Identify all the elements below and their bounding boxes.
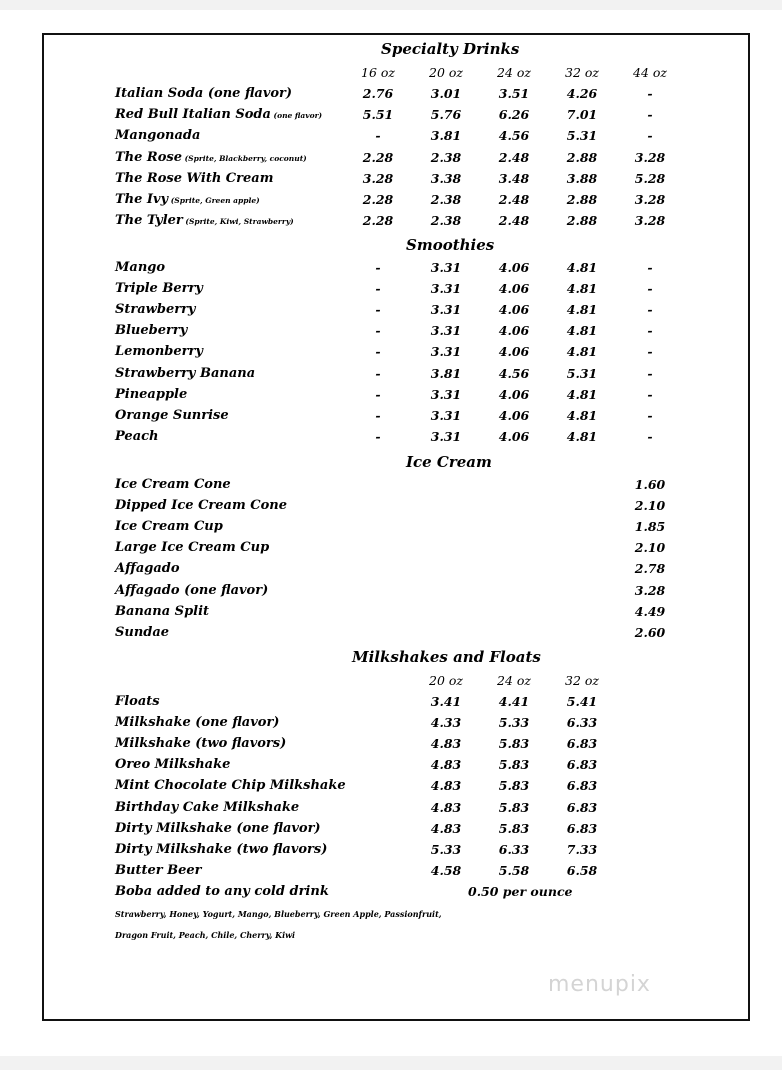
price-cell: - (375, 428, 381, 444)
item-name-text: Italian Soda (one flavor) (115, 86, 293, 101)
price-cell: 4.06 (498, 302, 530, 318)
item-name: Large Ice Cream Cup (115, 540, 270, 556)
price-cell: - (375, 323, 381, 339)
price-cell: 3.28 (634, 582, 666, 598)
item-name: Dirty Milkshake (two flavors) (115, 841, 328, 857)
price-cell: 4.33 (430, 715, 462, 731)
item-name: Strawberry Banana (115, 365, 256, 381)
item-name: Mango (115, 260, 166, 275)
item-name: Dirty Milkshake (one flavor) (115, 820, 321, 836)
price-cell: - (647, 260, 653, 275)
price-cell: - (647, 128, 653, 144)
item-name (115, 86, 292, 101)
price-cell: 5.83 (498, 820, 530, 836)
item-note: (Sprite, Kiwi, Strawberry) (182, 217, 294, 227)
boba-price: 0.50 per ounce (468, 884, 573, 899)
price-cell: 3.38 (430, 170, 462, 186)
section-title-smoothies: Smoothies (406, 236, 495, 254)
item-name: Affagado (115, 561, 180, 577)
price-cell: 4.06 (498, 260, 530, 275)
price-cell: 2.38 (430, 149, 462, 165)
price-cell: 2.76 (362, 86, 394, 101)
item-name (115, 171, 273, 186)
price-cell: 6.83 (566, 757, 598, 773)
price-cell: 3.88 (566, 170, 598, 186)
price-cell: 3.28 (634, 213, 666, 229)
price-cell: 3.28 (634, 149, 666, 165)
item-name (115, 213, 294, 228)
flavor-list: Dragon Fruit, Peach, Chile, Cherry, Kiwi (115, 930, 296, 940)
item-name-text: The Tyler (115, 213, 183, 229)
price-cell: 4.41 (498, 694, 530, 709)
item-name-text: The Rose With Cream (115, 170, 274, 186)
section-title-specialty: Specialty Drinks (381, 40, 520, 58)
price-cell: 2.88 (566, 213, 598, 229)
item-name: Triple Berry (115, 281, 203, 297)
price-cell: 4.06 (498, 323, 530, 339)
price-cell: 5.76 (430, 107, 462, 123)
price-cell: - (375, 260, 381, 275)
price-cell: 4.81 (566, 407, 598, 423)
price-cell: 2.28 (362, 192, 394, 207)
item-name: Milkshake (two flavors) (115, 736, 287, 752)
price-cell: 4.81 (566, 260, 598, 275)
price-cell: 2.10 (634, 540, 666, 556)
price-cell: 1.85 (634, 519, 666, 535)
price-cell: 3.31 (430, 302, 462, 318)
item-name: Affagado (one flavor) (115, 582, 269, 598)
price-cell: 3.81 (430, 365, 462, 381)
price-cell: 2.60 (634, 624, 666, 640)
item-name: Ice Cream Cone (115, 477, 231, 492)
price-cell: 3.01 (430, 86, 462, 101)
price-cell: - (647, 86, 653, 101)
price-cell: - (375, 344, 381, 360)
item-name-text: The Ivy (115, 192, 169, 207)
price-cell: 4.83 (430, 820, 462, 836)
price-cell: 2.78 (634, 561, 666, 577)
price-cell: 2.38 (430, 192, 462, 207)
price-cell: - (647, 365, 653, 381)
price-cell: 2.48 (498, 213, 530, 229)
item-name: Butter Beer (115, 862, 202, 878)
item-name (115, 192, 260, 207)
price-cell: 6.33 (498, 841, 530, 857)
price-cell: 4.06 (498, 386, 530, 402)
price-cell: 6.58 (566, 862, 598, 878)
price-cell: 4.81 (566, 281, 598, 297)
price-cell: 5.28 (634, 170, 666, 186)
price-cell: 6.26 (498, 107, 530, 123)
price-cell: 2.38 (430, 213, 462, 229)
price-cell: - (375, 407, 381, 423)
price-cell: 4.06 (498, 407, 530, 423)
item-name: Oreo Milkshake (115, 757, 231, 773)
column-header: 24 oz (497, 673, 531, 688)
price-cell: - (375, 281, 381, 297)
column-header: 32 oz (565, 673, 599, 688)
price-cell: 1.60 (634, 477, 666, 492)
price-cell: 2.88 (566, 192, 598, 207)
item-name (115, 150, 307, 165)
price-cell: 2.48 (498, 192, 530, 207)
price-cell: 4.49 (634, 603, 666, 619)
item-note: (Sprite, Green apple) (168, 196, 260, 205)
price-cell: - (375, 386, 381, 402)
price-cell: 7.33 (566, 841, 598, 857)
price-cell: 6.83 (566, 799, 598, 815)
item-name (115, 128, 200, 143)
price-cell: 5.33 (430, 841, 462, 857)
price-cell: 2.88 (566, 149, 598, 165)
item-name: Lemonberry (115, 344, 203, 360)
item-note: (one flavor) (270, 111, 323, 121)
item-name: Ice Cream Cup (115, 519, 223, 535)
item-name-text: Red Bull Italian Soda (115, 107, 271, 123)
price-cell: 3.81 (430, 128, 462, 144)
item-note: (Sprite, Blackberry, coconut) (182, 153, 307, 163)
price-cell: 2.28 (362, 213, 394, 229)
item-name: Blueberry (115, 323, 188, 339)
item-name-text: Mangonada (115, 128, 201, 144)
price-cell: 3.31 (430, 386, 462, 402)
price-cell: 2.48 (498, 149, 530, 165)
price-cell: 3.28 (362, 170, 394, 186)
price-cell: - (647, 407, 653, 423)
price-cell: 6.83 (566, 736, 598, 752)
price-cell: 3.28 (634, 192, 666, 207)
flavor-list: Strawberry, Honey, Yogurt, Mango, Blueberry, Green Apple, Passionfruit, (115, 909, 442, 919)
price-cell: 5.41 (566, 694, 598, 709)
price-cell: 6.83 (566, 820, 598, 836)
price-cell: 3.31 (430, 407, 462, 423)
item-name: Mint Chocolate Chip Milkshake (115, 778, 346, 794)
item-name: Pineapple (115, 386, 188, 402)
watermark: menupix (548, 972, 651, 997)
price-cell: 4.81 (566, 428, 598, 444)
section-title-milkshakes: Milkshakes and Floats (352, 648, 541, 666)
price-cell: 3.31 (430, 344, 462, 360)
item-name: Strawberry (115, 302, 196, 318)
price-cell: 5.83 (498, 736, 530, 752)
price-cell: 4.83 (430, 778, 462, 794)
price-cell: 4.56 (498, 128, 530, 144)
item-name: Banana Split (115, 603, 210, 619)
item-name: Sundae (115, 624, 170, 640)
price-cell: 4.81 (566, 386, 598, 402)
price-cell: - (375, 302, 381, 318)
item-name: Orange Sunrise (115, 407, 229, 423)
column-header: 44 oz (633, 65, 667, 80)
price-cell: 6.33 (566, 715, 598, 731)
price-cell: 4.81 (566, 323, 598, 339)
price-cell: 4.83 (430, 757, 462, 773)
column-header: 16 oz (361, 65, 395, 80)
item-name-text: The Rose (115, 149, 182, 165)
price-cell: 4.06 (498, 344, 530, 360)
price-cell: 4.06 (498, 281, 530, 297)
price-cell: 3.31 (430, 323, 462, 339)
price-cell: 5.31 (566, 365, 598, 381)
column-header: 24 oz (497, 65, 531, 80)
price-cell: 5.31 (566, 128, 598, 144)
price-cell: - (647, 302, 653, 318)
item-name: Dipped Ice Cream Cone (115, 498, 287, 514)
price-cell: - (647, 281, 653, 297)
item-name: Birthday Cake Milkshake (115, 799, 300, 815)
price-cell: 3.41 (430, 694, 462, 709)
price-cell: 3.31 (430, 281, 462, 297)
price-cell: 5.83 (498, 799, 530, 815)
price-cell: 7.01 (566, 107, 598, 123)
section-title-icecream: Ice Cream (406, 453, 492, 471)
price-cell: 4.83 (430, 799, 462, 815)
price-cell: - (647, 107, 653, 123)
price-cell: 6.83 (566, 778, 598, 794)
column-header: 32 oz (565, 65, 599, 80)
price-cell: 5.83 (498, 778, 530, 794)
price-cell: 5.33 (498, 715, 530, 731)
price-cell: 4.83 (430, 736, 462, 752)
price-cell: - (647, 344, 653, 360)
price-cell: - (647, 428, 653, 444)
column-header: 20 oz (429, 673, 463, 688)
price-cell: 2.28 (362, 149, 394, 165)
price-cell: 4.56 (498, 365, 530, 381)
price-cell: 4.06 (498, 428, 530, 444)
price-cell: 2.10 (634, 498, 666, 514)
price-cell: 4.58 (430, 862, 462, 878)
price-cell: 4.81 (566, 344, 598, 360)
price-cell: - (647, 386, 653, 402)
price-cell: 5.58 (498, 862, 530, 878)
price-cell: 5.51 (362, 107, 394, 123)
item-name: Peach (115, 428, 159, 444)
price-cell: 5.83 (498, 757, 530, 773)
price-cell: 4.81 (566, 302, 598, 318)
item-name (115, 107, 322, 122)
price-cell: - (375, 365, 381, 381)
item-name: Floats (115, 694, 160, 709)
item-name: Milkshake (one flavor) (115, 715, 280, 731)
price-cell: 3.48 (498, 170, 530, 186)
price-cell: 3.51 (498, 86, 530, 101)
price-cell: 3.31 (430, 428, 462, 444)
price-cell: 3.31 (430, 260, 462, 275)
price-cell: - (375, 128, 381, 144)
price-cell: 4.26 (566, 86, 598, 101)
column-header: 20 oz (429, 65, 463, 80)
price-cell: - (647, 323, 653, 339)
boba-label: Boba added to any cold drink (115, 884, 329, 899)
